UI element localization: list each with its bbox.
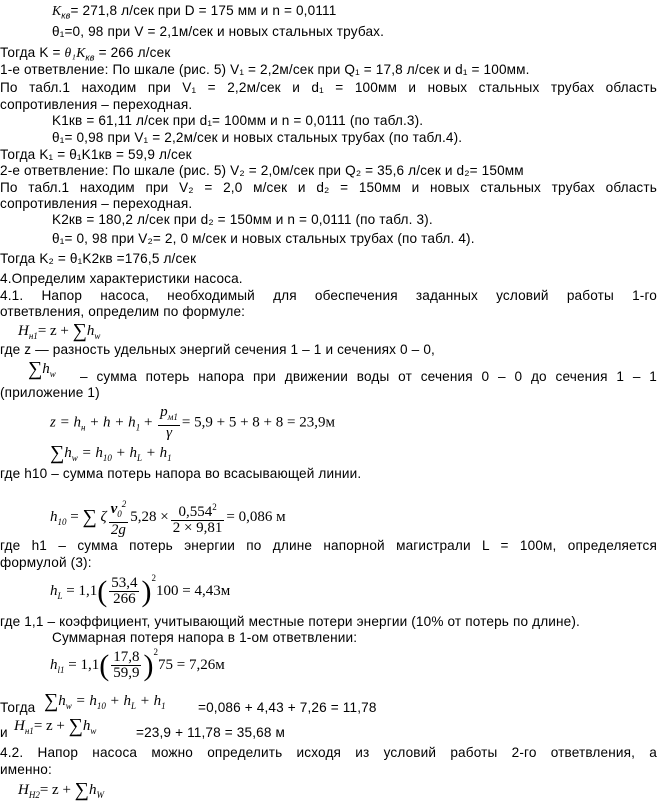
text-line: K1кв = 61,11 л/сек при d₁= 100мм и n = 0,0111 (по табл.3).	[52, 113, 424, 128]
text-line: =0,086 + 4,43 + 7,26 = 11,78	[198, 700, 377, 715]
text-span: + h	[111, 445, 138, 461]
subscript: 10	[57, 516, 67, 527]
formula-hL: $h_L = 1,1$( $\frac{53,4}{266}$ )$^2$100 = 4,43м	[50, 573, 231, 608]
sum-symbol: ∑	[82, 505, 97, 528]
text-line: (приложение 1)	[0, 385, 100, 400]
text-span: + h + h	[85, 414, 136, 431]
superscript: 2	[153, 647, 158, 657]
subscript: l1	[57, 665, 65, 675]
subscript: 1	[161, 701, 166, 711]
fraction	[109, 497, 129, 538]
text-span: = 0,086 м	[226, 508, 286, 525]
text-span: θ₁K	[64, 45, 86, 60]
numerator: 17,8	[113, 649, 140, 666]
formula-head-2	[18, 779, 104, 802]
numerator	[109, 497, 129, 523]
text-line: Тогда K₁ = θ₁K1кв = 59,9 л/сек	[0, 147, 192, 162]
formula-hl1: $h_{l1} = 1,1$( $\frac{17,8}{59,9}$ )$^2$75 = 7,26м	[50, 647, 225, 682]
symbol: H	[14, 718, 25, 734]
text-span: +	[140, 414, 157, 431]
text-line: Тогда	[0, 700, 36, 715]
formula-head-1	[18, 320, 100, 343]
text-line: 2-е ответвление: По шкале (рис. 5) V₂ = 2,0м/сек при Q₂ = 35,6 л/сек и d₂= 150мм	[0, 163, 524, 178]
formula-head-total	[14, 715, 96, 738]
text-span: = 5,9 + 5 + 8 + 8 = 23,9м	[181, 414, 335, 431]
denominator: γ	[166, 425, 172, 441]
formula-z	[50, 405, 335, 441]
text-line: =23,9 + 11,78 = 35,68 м	[136, 725, 285, 740]
text-span: =	[66, 508, 83, 525]
subscript: w	[90, 726, 97, 736]
fraction	[111, 650, 141, 681]
symbol: h	[58, 693, 66, 709]
text-span: = z +	[33, 718, 69, 734]
denominator: 2 × 9,81	[172, 519, 223, 536]
text-line: где z — разность удельных энергий сечения 1 – 1 и сечениях 0 – 0,	[0, 342, 435, 357]
text-span: 0,554	[178, 503, 213, 520]
subscript: м1	[167, 412, 178, 422]
symbol: h	[50, 508, 58, 525]
text-span: = 1,1	[62, 583, 98, 599]
subscript: 10	[102, 453, 112, 463]
subscript: H2	[28, 790, 40, 800]
text-line: Суммарная потеря напора в 1-ом ответвлении:	[52, 630, 358, 645]
superscript: 2	[151, 573, 156, 583]
subscript: 10	[96, 701, 106, 711]
text-line: и	[0, 725, 8, 740]
denominator: 266	[113, 591, 136, 608]
text-span: 75 = 7,26м	[157, 657, 225, 673]
symbol: h	[42, 361, 50, 377]
sum-hw-inline	[28, 358, 56, 381]
text-line: θ₁= 0, 98 при V₂= 2, 0 м/сек и новых стальных трубах (по табл. 4).	[52, 231, 475, 246]
sum-symbol: ∑	[28, 358, 43, 380]
text-line: По табл.1 находим при V₂ = 2,0 м/сек и d₂ = 150мм и новых стальных трубах область	[0, 180, 657, 195]
subscript: 1	[135, 422, 141, 433]
sum-symbol: ∑	[68, 715, 83, 737]
formula-h10	[50, 497, 286, 538]
symbol: h	[50, 583, 58, 599]
subscript: н1	[24, 726, 34, 736]
text-span: + h	[142, 445, 168, 461]
symbol: H	[18, 323, 29, 339]
text-line: сопротивления – переходная.	[0, 196, 193, 211]
superscript: 2	[121, 499, 127, 509]
symbol: h	[82, 718, 91, 734]
denominator: 2g	[110, 522, 126, 538]
text-line: θ₁=0, 98 при V = 2,1м/сек и новых стальных трубах.	[52, 24, 385, 39]
subscript: кв	[61, 10, 71, 21]
subscript: w	[94, 331, 101, 341]
text-line: 4.2. Напор насоса можно определить исходя из условий работы 2-го ответвления, а	[0, 745, 657, 760]
subscript: кв	[85, 52, 95, 63]
sum-symbol: ∑	[44, 690, 59, 712]
text-line: – сумма потерь напора при движении воды от сечения 0 – 0 до сечения 1 – 1	[80, 369, 657, 384]
sum-symbol: ∑	[72, 320, 87, 342]
numerator: 53,4	[111, 575, 138, 592]
subscript: L	[131, 701, 137, 711]
text-line: где h10 – сумма потерь напора во всасывающей линии.	[0, 466, 362, 481]
text-span: = 266 л/сек	[94, 45, 171, 60]
text-line: Тогда K₂ = θ₁K2кв =176,5 л/сек	[0, 251, 197, 266]
text-span: + h	[105, 693, 132, 709]
k-symbol: K	[52, 3, 62, 18]
text-span: = z +	[37, 323, 73, 339]
fraction	[109, 576, 139, 607]
subscript: L	[57, 591, 63, 601]
text-span: z = h	[50, 414, 81, 431]
text-line: ответвления, определим по формуле:	[0, 304, 246, 319]
text-span: 100 = 4,43м	[155, 583, 231, 599]
text-line: где h1 – сумма потерь энергии по длине напорной магистрали L = 100м, определяется	[0, 538, 657, 553]
text-line: формулой (3):	[0, 555, 92, 570]
subscript: L	[137, 453, 143, 463]
subscript: w	[71, 453, 78, 463]
text-line: θ₁= 0,98 при V₁ = 2,2м/сек и новых стальных трубах (по табл.4).	[52, 130, 463, 145]
subscript: н	[80, 422, 86, 433]
text-span: = z +	[39, 782, 75, 798]
symbol: h	[88, 782, 97, 798]
text-line: именно:	[0, 762, 52, 777]
text-span: = h	[81, 445, 103, 461]
text-line: 1-е ответвление: По шкале (рис. 5) V₁ = 2,2м/сек при Q₁ = 17,8 л/сек и d₁ = 100мм.	[0, 62, 530, 77]
text-line: K2кв = 180,2 л/сек при d₂ = 150мм и n = 0,0111 (по табл. 3).	[52, 212, 433, 227]
subscript: w	[65, 701, 72, 711]
sum-symbol: ∑	[50, 442, 65, 464]
section-heading: 4.Определим характеристики насоса.	[0, 271, 243, 286]
text-line: сопротивления – переходная.	[0, 97, 193, 112]
subscript: 1	[167, 453, 172, 463]
symbol: h	[86, 323, 95, 339]
formula-sum-hw	[50, 442, 172, 465]
symbol: h	[50, 657, 58, 673]
text-line: где 1,1 – коэффициент, учитывающий местные потери энергии (10% от потерь по длине).	[0, 614, 580, 629]
denominator: 59,9	[113, 665, 140, 682]
subscript: W	[96, 790, 104, 800]
numerator	[171, 500, 225, 521]
text-span: + h	[136, 693, 162, 709]
fraction	[171, 500, 225, 536]
formula-total-sum	[44, 690, 166, 713]
text-line	[52, 3, 336, 24]
fraction	[158, 405, 180, 441]
sum-symbol: ∑	[74, 779, 89, 801]
subscript: w	[49, 369, 56, 379]
subscript: н1	[28, 331, 38, 341]
text-span: 5,28 ×	[130, 508, 169, 525]
symbol: v	[110, 501, 118, 517]
symbol: h	[64, 445, 72, 461]
text-span: = 271,8 л/сек при D = 175 мм и n = 0,0111	[70, 3, 337, 18]
text-span: Тогда K =	[0, 45, 65, 60]
subscript: 0	[117, 509, 122, 519]
numerator	[158, 405, 180, 426]
text-span: = h	[75, 693, 97, 709]
superscript: 2	[212, 501, 217, 512]
symbol: p	[160, 404, 168, 420]
symbol: H	[18, 782, 29, 798]
text-line: По табл.1 находим при V₁ = 2,2м/сек и d₁ = 100мм и новых стальных трубах область	[0, 80, 657, 95]
text-line: 4.1. Напор насоса, необходимый для обеспечения заданных условий работы 1-го	[0, 288, 657, 303]
text-span: = 1,1	[64, 657, 100, 673]
symbol: ζ	[100, 508, 107, 525]
